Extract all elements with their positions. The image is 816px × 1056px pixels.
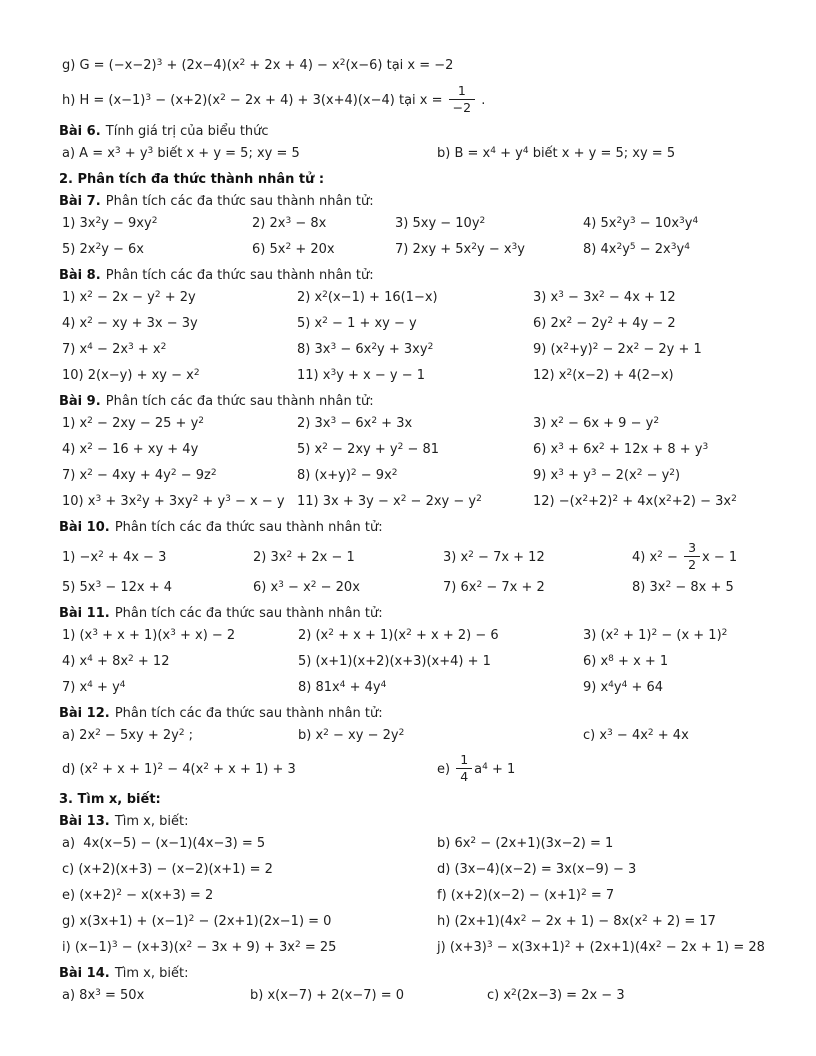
exponent: 2 bbox=[665, 580, 672, 590]
exercise-row bbox=[62, 540, 760, 576]
exercise-row bbox=[62, 678, 760, 698]
exponent: 2 bbox=[339, 58, 346, 68]
exercise-item: d) (3x−4)(x−2) = 3x(x−9) − 3 bbox=[437, 862, 637, 877]
fraction-prefix: e) bbox=[437, 762, 455, 777]
exercise-item: f) $(x+2)(x-2) - (x+1)^2 = 7$ bbox=[437, 888, 615, 903]
heading-text: Phân tích các đa thức sau thành nhân tử: bbox=[110, 606, 383, 621]
exercise-row bbox=[62, 440, 760, 460]
exercise-item: c) $x^3 - 4x^2 + 4x$ bbox=[583, 728, 689, 743]
exponent: 3 bbox=[330, 416, 337, 426]
exercise-row bbox=[62, 314, 760, 334]
exercise-item: a) $8x^3 = 50x$ bbox=[62, 988, 145, 1003]
exercise-item: g) $x(3x+1) + (x-1)^2 - (2x+1)(2x-1) = 0$ bbox=[62, 914, 332, 929]
exercise-row bbox=[62, 144, 760, 164]
exercise-item: e) $(x+2)^2 - x(x+3) = 2$ bbox=[62, 888, 214, 903]
exercise-item: 1) $3x^2y - 9xy^2$ bbox=[62, 216, 158, 231]
exponent: 2 bbox=[566, 316, 573, 326]
exponent: 2 bbox=[612, 494, 619, 504]
exercise-row bbox=[62, 578, 760, 598]
exercise-item: 9) $x^4y^4 + 64$ bbox=[583, 680, 664, 695]
exponent: 4 bbox=[87, 654, 93, 664]
exponent: 2 bbox=[613, 628, 619, 638]
math-fraction bbox=[684, 541, 700, 572]
exponent: 2 bbox=[599, 290, 605, 300]
exercise-heading bbox=[59, 192, 760, 212]
fraction-prefix: 4) $x^2$ − bbox=[632, 550, 683, 565]
exercise-item: 2) $3x^2 + 2x - 1$ bbox=[253, 550, 355, 565]
exponent: 2 bbox=[178, 728, 185, 738]
exercise-row bbox=[62, 726, 760, 746]
exercise-item: b) $x^2$ − xy − $2y^2$ bbox=[298, 728, 405, 743]
exponent: 3 bbox=[225, 494, 231, 504]
exercise-item: 6) $x^3 - x^2 - 20x$ bbox=[253, 580, 360, 595]
exponent: 3 bbox=[511, 242, 518, 252]
exponent: 2 bbox=[210, 468, 217, 478]
exponent: 2 bbox=[599, 442, 605, 452]
heading-text: Phân tích các đa thức sau thành nhân tử: bbox=[110, 520, 383, 535]
exponent: 3 bbox=[330, 368, 337, 378]
exercise-item: b) $6x^2 - (2x+1)(3x-2) = 1$ bbox=[437, 836, 614, 851]
exponent: 3 bbox=[95, 580, 102, 590]
exercise-item: 6) $x^3 + 6x^2 + 12x + 8 + y^3$ bbox=[533, 442, 709, 457]
exponent: 2 bbox=[328, 628, 334, 638]
exponent: 5 bbox=[629, 242, 636, 252]
heading-label: Bài 12. bbox=[59, 706, 110, 721]
fraction-suffix: . bbox=[477, 93, 486, 108]
exponent: 2 bbox=[592, 342, 599, 352]
exercise-item: 8) $81x^4 + 4y^4$ bbox=[298, 680, 387, 695]
exponent: 2 bbox=[406, 628, 412, 638]
heading-label: Bài 8. bbox=[59, 268, 101, 283]
heading-label: Bài 9. bbox=[59, 394, 101, 409]
exponent: 2 bbox=[239, 58, 246, 68]
exercise-row bbox=[62, 414, 760, 434]
exponent: 2 bbox=[666, 494, 672, 504]
exponent: 3 bbox=[95, 988, 101, 998]
exercise-item: 2) $2x^3 - 8x$ bbox=[252, 216, 327, 231]
exponent: 4 bbox=[339, 680, 346, 690]
exponent: 2 bbox=[285, 242, 292, 252]
exponent: 2 bbox=[479, 216, 486, 226]
exercise-item: 8) $3x^3 - 6x^2y + 3xy^2$ bbox=[297, 342, 434, 357]
exponent: 2 bbox=[128, 654, 134, 664]
exponent: 2 bbox=[371, 416, 378, 426]
math-fraction bbox=[449, 84, 475, 115]
exercise-item bbox=[632, 540, 760, 576]
exponent: 2 bbox=[322, 442, 328, 452]
fraction-numerator: 3 bbox=[684, 541, 700, 557]
exponent: 2 bbox=[397, 442, 404, 452]
exponent: 2 bbox=[87, 416, 93, 426]
exercise-item: 3) $x^3 - 3x^2 - 4x + 12$ bbox=[533, 290, 676, 305]
exponent: 4 bbox=[482, 762, 488, 772]
heading-label: Bài 14. bbox=[59, 966, 110, 981]
exponent: 2 bbox=[633, 342, 640, 352]
exercise-row bbox=[62, 652, 760, 672]
exercise-item: 11) $3x + 3y - x^2 - 2xy - y^2$ bbox=[297, 494, 482, 509]
exponent: 2 bbox=[400, 494, 407, 504]
exponent: 3 bbox=[156, 58, 163, 68]
exponent: 2 bbox=[95, 728, 101, 738]
exponent: 2 bbox=[160, 342, 167, 352]
exercise-row bbox=[62, 340, 760, 360]
exercise-row bbox=[62, 240, 760, 260]
exponent: 2 bbox=[398, 728, 405, 738]
section-title: 2. Phân tích đa thức thành nhân tử : bbox=[59, 172, 325, 187]
exponent: 3 bbox=[558, 442, 564, 452]
exponent: 2 bbox=[427, 342, 434, 352]
exercise-item: a) $A = x^3 + y^3$ biết x + y = 5; xy = 5 bbox=[62, 146, 300, 161]
exponent: 2 bbox=[323, 728, 329, 738]
exponent: 2 bbox=[616, 242, 623, 252]
exponent: 4 bbox=[87, 342, 93, 352]
exercise-item: a) $2x^2 - 5xy + 2y^2$ ; bbox=[62, 728, 194, 743]
exponent: 2 bbox=[468, 550, 474, 560]
exercise-item: 4) $x^4 + 8x^2 + 12$ bbox=[62, 654, 170, 669]
exercise-item: c) (x+2)(x+3) − (x−2)(x+1) = 2 bbox=[62, 862, 273, 877]
exponent: 4 bbox=[684, 242, 690, 252]
exercise-row bbox=[62, 492, 760, 512]
exercise-heading bbox=[59, 122, 760, 142]
exercise-item: j) $(x+3)^3 - x(3x+1)^2 + (2x+1)(4x^2 - 2x + 1) = 28$ bbox=[437, 940, 765, 955]
exponent: 2 bbox=[470, 836, 477, 846]
exponent: 2 bbox=[558, 416, 564, 426]
exponent: 8 bbox=[608, 654, 614, 664]
exponent: 4 bbox=[119, 680, 126, 690]
exercise-item: 7) $x^2 - 4xy + 4y^2 - 9z^2$ bbox=[62, 468, 217, 483]
exponent: 2 bbox=[310, 580, 317, 590]
heading-text: Tìm x, biết: bbox=[110, 814, 189, 829]
exercise-item: 8) $4x^2y^5 - 2x^3y^4$ bbox=[583, 242, 690, 257]
exercise-row bbox=[62, 834, 760, 854]
exercise-item: 8) $3x^2 - 8x + 5$ bbox=[632, 580, 734, 595]
exponent: 2 bbox=[322, 316, 328, 326]
exercise-item bbox=[62, 83, 486, 115]
exponent: 3 bbox=[590, 468, 597, 478]
exponent: 2 bbox=[87, 316, 93, 326]
exercise-item: d) $(x^2 + x + 1)^2 - 4(x^2 + x + 1) + 3$ bbox=[62, 762, 296, 777]
exercise-row bbox=[62, 752, 760, 788]
exercise-item: 6) $x^8 + x + 1$ bbox=[583, 654, 669, 669]
exercise-item: 12) $x^2(x-2) + 4(2-x)$ bbox=[533, 368, 674, 383]
exponent: 4 bbox=[380, 680, 387, 690]
exercise-item: 3) $x^2 - 7x + 12$ bbox=[443, 550, 545, 565]
exercise-item: 6) $2x^2 - 2y^2 + 4y - 2$ bbox=[533, 316, 676, 331]
exponent: 2 bbox=[476, 494, 482, 504]
exponent: 2 bbox=[294, 940, 301, 950]
exercise-item: 1) $(x^3 + x + 1)(x^3 + x) - 2$ bbox=[62, 628, 236, 643]
exponent: 2 bbox=[563, 342, 569, 352]
exponent: 2 bbox=[95, 216, 102, 226]
exponent: 3 bbox=[95, 494, 102, 504]
exponent: 2 bbox=[92, 762, 98, 772]
fraction-numerator: 1 bbox=[449, 84, 475, 100]
exercise-row bbox=[62, 986, 760, 1006]
section-title: 3. Tìm x, biết: bbox=[59, 792, 161, 807]
exercise-row bbox=[62, 366, 760, 386]
exponent: 2 bbox=[170, 468, 177, 478]
math-line bbox=[62, 82, 760, 120]
exponent: 3 bbox=[111, 940, 118, 950]
exponent: 3 bbox=[330, 342, 337, 352]
exercise-item: $1) -x^2 + 4x - 3$ bbox=[62, 550, 167, 565]
exponent: 2 bbox=[151, 216, 158, 226]
exponent: 2 bbox=[607, 316, 614, 326]
exponent: 2 bbox=[582, 494, 589, 504]
exercise-item: 1) $x^2 - 2x - y^2 + 2y$ bbox=[62, 290, 196, 305]
exercise-item: 11) $x^3y + x - y - 1$ bbox=[297, 368, 426, 383]
exponent: 2 bbox=[731, 494, 737, 504]
exponent: 3 bbox=[128, 342, 134, 352]
exercise-item: 10) $x^3 + 3x^2y + 3xy^2 + y^3 - x - y$ bbox=[62, 494, 285, 509]
exercise-heading bbox=[59, 266, 760, 286]
heading-text: Phân tích các đa thức sau thành nhân tử: bbox=[101, 268, 374, 283]
fraction-suffix: x − 1 bbox=[702, 550, 738, 565]
exercise-item: 2) $x^2(x-1) + 16(1-x)$ bbox=[297, 290, 438, 305]
exponent: 2 bbox=[154, 290, 161, 300]
exercise-heading bbox=[59, 704, 760, 724]
exponent: 2 bbox=[511, 988, 517, 998]
exercise-heading bbox=[59, 964, 760, 984]
exponent: 4 bbox=[621, 680, 628, 690]
heading-label: Bài 13. bbox=[59, 814, 110, 829]
heading-text: Phân tích các đa thức sau thành nhân tử: bbox=[101, 194, 374, 209]
exercise-item: 3) $(x^2 + 1)^2 - (x + 1)^2$ bbox=[583, 628, 728, 643]
exercise-item: 9) $(x^2+y)^2 - 2x^2 - 2y + 1$ bbox=[533, 342, 702, 357]
exponent: 3 bbox=[486, 940, 493, 950]
math-line bbox=[62, 56, 760, 76]
exponent: 3 bbox=[558, 468, 564, 478]
exponent: 2 bbox=[193, 368, 200, 378]
exercise-heading bbox=[59, 518, 760, 538]
section-heading bbox=[59, 170, 760, 190]
exercise-row bbox=[62, 214, 760, 234]
exercise-item: 1) $x^2 - 2xy - 25 + y^2$ bbox=[62, 416, 205, 431]
exponent: 2 bbox=[391, 468, 398, 478]
exponent: 3 bbox=[170, 628, 176, 638]
exponent: 3 bbox=[147, 146, 154, 156]
exponent: 3 bbox=[607, 728, 613, 738]
exercise-item: 4) $5x^2y^3 - 10x^3y^4$ bbox=[583, 216, 699, 231]
exponent: 2 bbox=[721, 628, 728, 638]
exponent: 2 bbox=[203, 762, 209, 772]
exponent: 2 bbox=[157, 762, 164, 772]
exercise-item: 6) $5x^2 + 20x$ bbox=[252, 242, 335, 257]
exercise-item: 2) $3x^3 - 6x^2 + 3x$ bbox=[297, 416, 413, 431]
fraction-prefix: h) $H = (x-1)^3 - (x+2)(x^2 - 2x + 4) + 3(x+4)(x-4)$ tại x = bbox=[62, 93, 447, 108]
heading-label: Bài 7. bbox=[59, 194, 101, 209]
exponent: 2 bbox=[642, 914, 648, 924]
fraction-denominator: 2 bbox=[688, 557, 697, 572]
exponent: 2 bbox=[655, 940, 662, 950]
exercise-row bbox=[62, 860, 760, 880]
heading-label: Bài 11. bbox=[59, 606, 110, 621]
exponent: 3 bbox=[92, 628, 98, 638]
exponent: 2 bbox=[616, 216, 623, 226]
exercise-item: 5) $x^2 - 2xy + y^2 - 81$ bbox=[297, 442, 440, 457]
exponent: 4 bbox=[490, 146, 496, 156]
exponent: 4 bbox=[692, 216, 699, 226]
heading-text: Tìm x, biết: bbox=[110, 966, 189, 981]
exponent: 2 bbox=[651, 628, 658, 638]
fraction-denominator: 4 bbox=[460, 769, 469, 784]
exercise-item: a) 4x(x−5) − (x−1)(4x−3) = 5 bbox=[62, 836, 266, 851]
exercise-item: 2) $(x^2 + x + 1)(x^2 + x + 2) - 6$ bbox=[298, 628, 499, 643]
heading-text: Phân tích các đa thức sau thành nhân tử: bbox=[101, 394, 374, 409]
exercise-heading bbox=[59, 392, 760, 412]
exponent: 2 bbox=[220, 93, 226, 103]
exercise-row bbox=[62, 886, 760, 906]
exercise-row bbox=[62, 288, 760, 308]
exponent: 3 bbox=[145, 93, 152, 103]
exercise-item: 7) $x^4 - 2x^3 + x^2$ bbox=[62, 342, 167, 357]
exercise-item: b) $B = x^4 + y^4$ biết x + y = 5; xy = 5 bbox=[437, 146, 676, 161]
exponent: 2 bbox=[476, 580, 483, 590]
exponent: 3 bbox=[670, 242, 677, 252]
heading-label: Bài 6. bbox=[59, 124, 101, 139]
exercise-item: 5) $5x^3 - 12x + 4$ bbox=[62, 580, 173, 595]
exercise-item: 3) $x^2 - 6x + 9 - y^2$ bbox=[533, 416, 660, 431]
exercise-item: 3) $5xy - 10y^2$ bbox=[395, 216, 486, 231]
exercise-item: 5) $x^2 - 1$ + xy − y bbox=[297, 316, 417, 331]
exponent: 2 bbox=[520, 914, 527, 924]
exponent: 2 bbox=[580, 888, 587, 898]
exercise-item: 9) $x^3 + y^3 - 2(x^2 - y^2)$ bbox=[533, 468, 681, 483]
exponent: 2 bbox=[636, 468, 643, 478]
exponent: 3 bbox=[679, 216, 685, 226]
exponent: 2 bbox=[188, 914, 195, 924]
exponent: 2 bbox=[647, 728, 654, 738]
exercise-row bbox=[62, 938, 765, 958]
exponent: 3 bbox=[558, 290, 564, 300]
exponent: 2 bbox=[564, 940, 571, 950]
exercise-row bbox=[62, 912, 760, 932]
exercise-heading bbox=[59, 604, 760, 624]
exercise-item: 4) $x^2$ − xy + 3x − 3y bbox=[62, 316, 198, 331]
exercise-item: 5) $2x^2y - 6x$ bbox=[62, 242, 145, 257]
exercise-row bbox=[62, 626, 760, 646]
exponent: 2 bbox=[186, 940, 193, 950]
exponent: 3 bbox=[285, 216, 292, 226]
exercise-heading bbox=[59, 812, 760, 832]
exponent: 2 bbox=[136, 494, 143, 504]
exercise-item: c) $x^2(2x-3) = 2x - 3$ bbox=[487, 988, 625, 1003]
exponent: 3 bbox=[629, 216, 636, 226]
heading-label: Bài 10. bbox=[59, 520, 110, 535]
exponent: 2 bbox=[471, 242, 477, 252]
exercise-item: g) $G = (-x-2)^3 + (2x-4)(x^2 + 2x + 4) - x^2(x-6)$ tại x = −2 bbox=[62, 58, 454, 73]
exercise-item: 10) 2(x−y) + xy − $x^2$ bbox=[62, 368, 200, 383]
exponent: 3 bbox=[114, 146, 121, 156]
exercise-item: 8) $(x+y)^2 - 9x^2$ bbox=[297, 468, 398, 483]
exercise-item bbox=[437, 752, 760, 788]
exponent: 3 bbox=[702, 442, 709, 452]
exponent: 2 bbox=[669, 468, 676, 478]
exponent: 2 bbox=[87, 468, 93, 478]
exponent: 2 bbox=[87, 290, 93, 300]
exponent: 2 bbox=[657, 550, 663, 560]
exercise-item: i) $(x-1)^3 - (x+3)(x^2 - 3x + 9) + 3x^2 = 25$ bbox=[62, 940, 337, 955]
exercise-item: 7) $x^4 + y^4$ bbox=[62, 680, 126, 695]
exercise-item: 5) (x+1)(x+2)(x+3)(x+4) + 1 bbox=[298, 654, 491, 669]
exercise-item: h) $(2x+1)(4x^2 - 2x + 1) - 8x(x^2 + 2) = 17$ bbox=[437, 914, 716, 929]
exponent: 2 bbox=[653, 416, 660, 426]
exponent: 2 bbox=[566, 368, 573, 378]
exponent: 2 bbox=[371, 342, 378, 352]
exercise-item: 7) $2xy + 5x^2y - x^3y$ bbox=[395, 242, 525, 257]
exercise-item: $12) -(x^2+2)^2 + 4x(x^2+2) - 3x^2$ bbox=[533, 494, 737, 509]
section-heading bbox=[59, 790, 760, 810]
exercise-item: b) x(x−7) + 2(x−7) = 0 bbox=[250, 988, 405, 1003]
exponent: 4 bbox=[87, 680, 93, 690]
exponent: 2 bbox=[322, 290, 328, 300]
fraction-suffix: $a^4 + 1$ bbox=[474, 762, 516, 777]
exponent: 2 bbox=[116, 888, 122, 898]
exponent: 2 bbox=[87, 442, 93, 452]
heading-text: Tính giá trị của biểu thức bbox=[101, 124, 269, 139]
heading-text: Phân tích các đa thức sau thành nhân tử: bbox=[110, 706, 383, 721]
exponent: 2 bbox=[95, 242, 102, 252]
exercise-row bbox=[62, 466, 760, 486]
fraction-denominator: −2 bbox=[452, 100, 472, 115]
math-fraction bbox=[456, 753, 472, 784]
exponent: 2 bbox=[98, 550, 104, 560]
exponent: 4 bbox=[608, 680, 614, 690]
fraction-numerator: 1 bbox=[456, 753, 472, 769]
exponent: 4 bbox=[522, 146, 529, 156]
exponent: 2 bbox=[192, 494, 199, 504]
exponent: 3 bbox=[278, 580, 284, 590]
exponent: 2 bbox=[198, 416, 205, 426]
exponent: 2 bbox=[286, 550, 293, 560]
worksheet bbox=[59, 56, 765, 1006]
exercise-item: 4) $x^2 - 16$ + xy + 4y bbox=[62, 442, 199, 457]
exercise-item: 7) $6x^2 - 7x + 2$ bbox=[443, 580, 545, 595]
exponent: 2 bbox=[350, 468, 357, 478]
